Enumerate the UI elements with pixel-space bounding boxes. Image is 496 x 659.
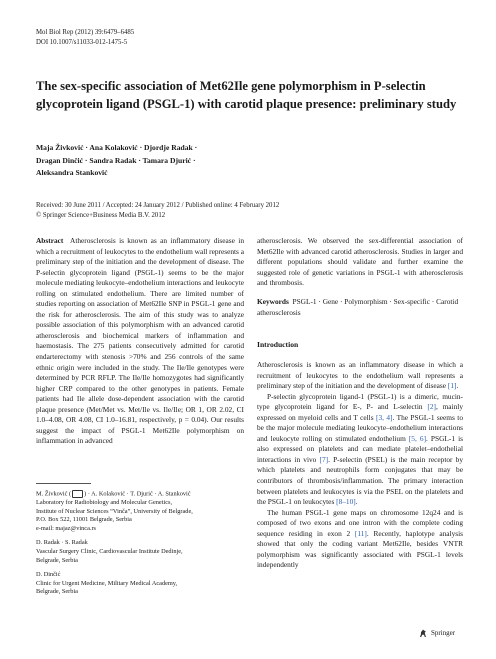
affiliation-entry: M. Živković ( ) · A. Kolaković · T. Djurić · A. Stanković Laboratory for Radiobiology and Molecular Genetics, Institute of Nuclear Sciences “Vinča”, University of Belgrade, P.O. Box 522, 11001 Belgrade, Serbia e-mail: majaz@vinca.rs <box>36 490 193 532</box>
keywords-label: Keywords <box>257 297 289 306</box>
affiliation-entry: D. Radak · S. Radak Vascular Surgery Clinic, Cardiovascular Institute Dedinje, Belgrade, Serbia <box>36 539 183 564</box>
keywords-text: PSGL-1 · Gene · Polymorphism · Sex-specific · Carotid atherosclerosis <box>257 297 459 317</box>
abstract-block <box>36 236 244 447</box>
author-list <box>36 142 396 180</box>
introduction-body <box>257 360 463 571</box>
received-dates: Received: 30 June 2011 / Accepted: 24 January 2012 / Published online: 4 February 2012 <box>36 202 280 209</box>
publication-dates <box>36 201 466 220</box>
abstract-text: Atherosclerosis is known as an inflammatory disease in which a recruitment of leukocytes to the endothelium wall represents a preliminary step of the initiation and the development of disease. The P-selectin glycoprotein ligand (PSGL-1) seems to be the major molecule mediating leukocyte–endothelium interactions and leukocyte rolling on stimulated endothelium. There are limited number of studies reporting on association of Met62Ile SNP in PSGL-1 gene and the risk for atherosclerosis. The aim of this study was to analyze possible association of this polymorphism with an advanced carotid atherosclerosis and biochemical markers of inflammation and haemostasis. The 275 patients consecutively admitted for carotid endarterectomy with stenosis >70% and 256 controls of the same ethnic origin were included in the study. The Ile/Ile genotypes were determined by PCR RFLP. The Ile/Ile homozygotes had significantly higher CRP compared to the other genotypes in patients. Female patients had Ile allele dose-dependent association with the carotid plaque presence (Met/Met vs. Met/Ile vs. Ile/Ile; OR 1, OR 2.02, CI 1.0–4.08, OR 4.08, CI 1.0–16.81, respectively, p = 0.04). Our results suggest the impact of PSGL-1 Met62Ile polymorphism on inflammation in advanced <box>36 236 245 446</box>
abstract-continued: atherosclerosis. We observed the sex-differential association of Met62Ile with advanced carotid atherosclerosis. Studies in larger and different populations should validate and further examine the suggested role of genetic variations in PSGL-1 with atherosclerosis and thrombosis. <box>257 236 463 288</box>
publisher-footer <box>418 628 455 638</box>
copyright-notice: © Springer Science+Business Media B.V. 2012 <box>36 211 166 219</box>
affiliations-block <box>36 490 244 603</box>
paper-title: The sex-specific association of Met62Ile gene polymorphism in P-selectin glycoprotein ligand (PSGL-1) with carotid plaque presence: preliminary study <box>36 79 457 111</box>
intro-paragraph: Atherosclerosis is known as an inflammatory disease in which a recruitment of leukocytes to the endothelium wall represents a preliminary step of the initiation and the development of disease [1]. <box>257 360 463 391</box>
keywords-block <box>257 297 463 318</box>
author-line[interactable]: Dragan Dinčić · Sandra Radak · Tamara Djurić · <box>36 155 196 165</box>
intro-paragraph: P-selectin glycoprotein ligand-1 (PSGL-1) is a dimeric, mucin-type glycoprotein ligand for E-, P- and L-selectin [2], mainly expressed on myeloid cells and T cells [3, 4]. The PSGL-1 seems to be the major molecule mediating leukocyte–endothelium interactions and leukocyte rolling on stimulated endothelium [5, 6]. PSGL-1 is also expressed on platelets and can mediate platelet–endothelial interactions in vivo [7]. P-selectin (PSEL) is the main receptor by which platelets and neutrophils form conjugates that may be contributors of thrombosis/inflammation. The primary interaction between platelets and leukocytes is via the PSEL on the platelets and the PSGL-1 on leukocytes [8–10]. <box>257 391 463 507</box>
citation-link[interactable]: [1] <box>447 381 457 391</box>
abstract-label: Abstract <box>36 236 64 245</box>
introduction-heading: Introduction <box>257 340 299 349</box>
author-email[interactable]: e-mail: majaz@vinca.rs <box>36 524 96 532</box>
footnote-divider <box>36 483 91 484</box>
author-line[interactable]: Maja Živković · Ana Kolaković · Djordje Radak · <box>36 143 198 152</box>
citation-link[interactable]: [11] <box>354 528 367 538</box>
email-icon[interactable] <box>72 490 83 498</box>
author-line[interactable]: Aleksandra Stanković <box>36 168 108 177</box>
affiliation-entry: D. Dinčić Clinic for Urgent Medicine, Military Medical Academy, Belgrade, Serbia <box>36 571 178 596</box>
citation-link[interactable]: [3, 4] <box>376 412 393 422</box>
citation-link[interactable]: [7] <box>319 454 329 464</box>
journal-citation: Mol Biol Rep (2012) 39:6479–6485 <box>36 29 135 36</box>
journal-doi[interactable]: DOI 10.1007/s11033-012-1475-5 <box>36 38 128 46</box>
springer-horse-icon <box>418 628 428 638</box>
intro-paragraph: The human PSGL-1 gene maps on chromosome 12q24 and is composed of two exons and one intron with the complete coding sequence residing in exon 2 [11]. Recently, haplotype analysis showed that only the coding variant Met62Ile, besides VNTR polymorphism was significantly associated with PSGL-1 levels independently <box>257 507 463 570</box>
citation-link[interactable]: [8–10] <box>336 497 356 507</box>
publisher-name: Springer <box>431 629 456 637</box>
journal-header <box>36 28 336 47</box>
citation-link[interactable]: [5, 6] <box>408 433 427 443</box>
citation-link[interactable]: [2] <box>427 402 436 412</box>
